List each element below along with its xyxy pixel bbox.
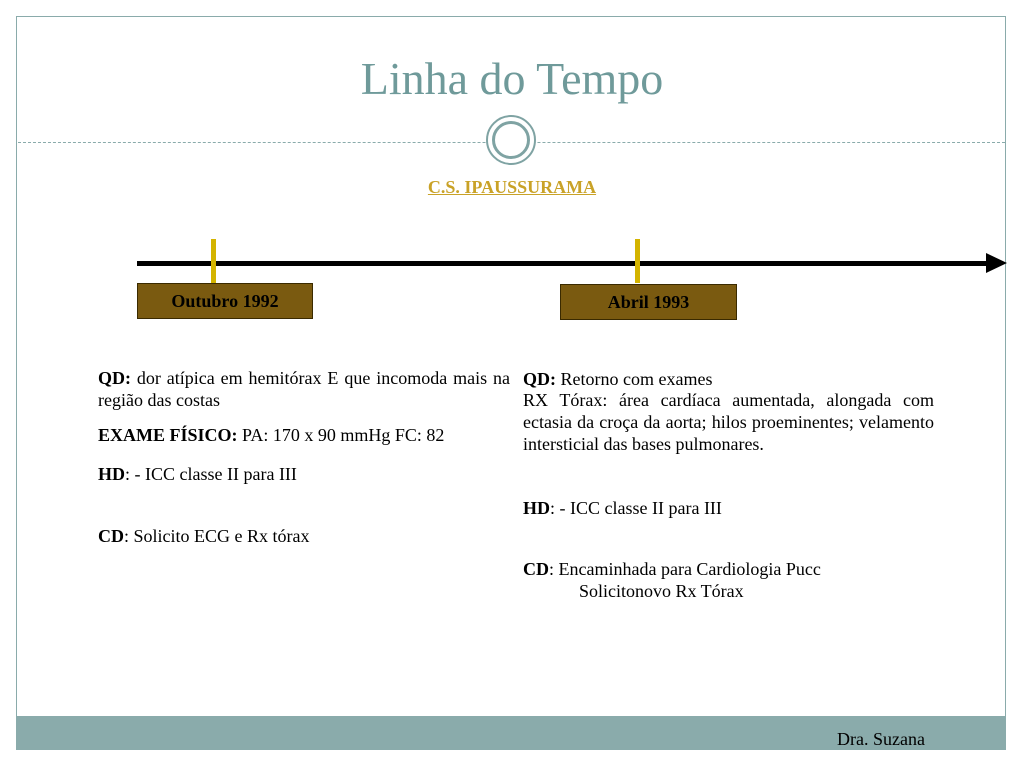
qd-label: QD: <box>98 368 131 388</box>
cd-label: CD <box>98 526 124 546</box>
hd-text: : - ICC classe II para III <box>550 498 722 518</box>
circle-ornament-icon <box>486 115 536 165</box>
event-2-notes <box>523 369 934 602</box>
hd-text: : - ICC classe II para III <box>125 464 297 484</box>
qd-label: QD: <box>523 369 556 389</box>
cd-label: CD <box>523 559 549 579</box>
event-2-rx: RX Tórax: área cardíaca aumentada, alongada com ectasia da croça da aorta; hilos proeminentes; velamento intersticial das bases pulmonares. <box>523 390 934 454</box>
event-1-exam <box>98 425 510 445</box>
hd-label: HD <box>98 464 125 484</box>
qd-text: dor atípica em hemitórax E que incomoda mais na região das costas <box>98 368 510 410</box>
event-2-qd <box>523 369 934 389</box>
event-1-notes <box>98 367 510 547</box>
event-1-cd <box>98 525 510 547</box>
cd-text: : Solicito ECG e Rx tórax <box>124 526 310 546</box>
date-label-1: Outubro 1992 <box>137 283 313 319</box>
event-2-hd <box>523 497 934 519</box>
slide-title: Linha do Tempo <box>360 53 664 104</box>
timeline-arrow-icon <box>986 253 1007 273</box>
hd-label: HD <box>523 498 550 518</box>
event-1-qd <box>98 367 510 411</box>
footer-bar <box>17 716 1005 750</box>
timeline-marker-1 <box>211 239 216 283</box>
event-2-cd-line-2: Solicitonovo Rx Tórax <box>579 581 744 601</box>
event-1-hd <box>98 463 510 485</box>
exam-label: EXAME FÍSICO: <box>98 425 238 445</box>
clinic-subtitle: C.S. IPAUSSURAMA <box>427 177 597 197</box>
cd-text: : Encaminhada para Cardiologia Pucc <box>549 559 821 579</box>
footer-author: Dra. Suzana <box>837 729 925 749</box>
event-2-cd <box>523 559 934 580</box>
exam-text: PA: 170 x 90 mmHg FC: 82 <box>237 425 445 445</box>
timeline-line <box>137 261 992 266</box>
qd-text: Retorno com exames <box>556 369 713 389</box>
timeline-marker-2 <box>635 239 640 283</box>
date-label-2: Abril 1993 <box>560 284 737 320</box>
